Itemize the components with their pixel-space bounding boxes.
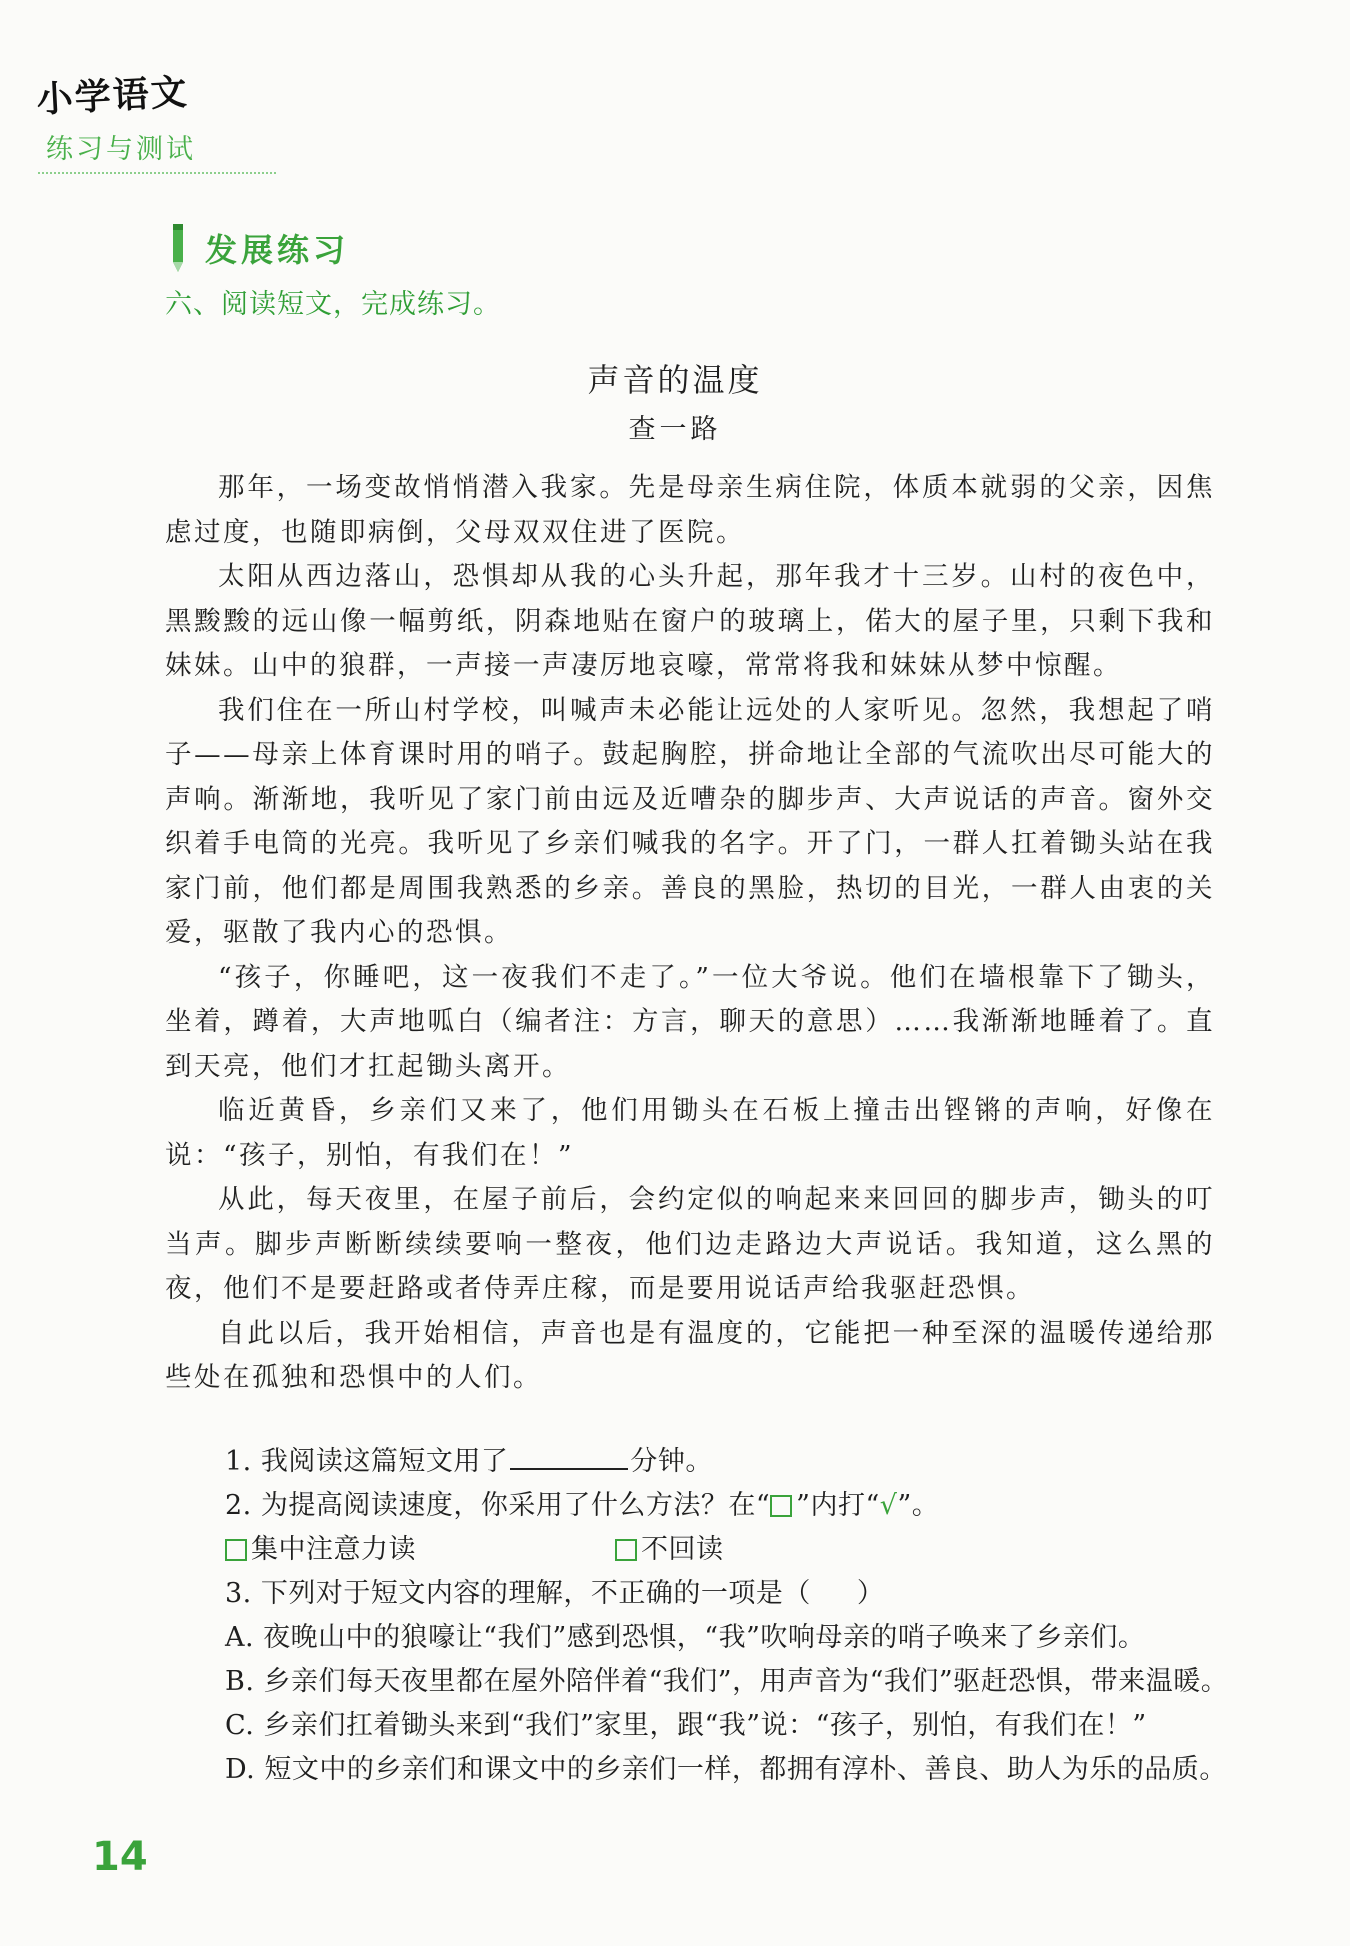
section-title: 发展练习: [205, 231, 350, 269]
option-label: 不回读: [641, 1534, 724, 1565]
question-2-text: 2. 为提高阅读速度，你采用了什么方法？在“: [225, 1490, 771, 1521]
question-3: [225, 1572, 1245, 1616]
option-no-reread: [615, 1528, 1005, 1572]
choice-b: B. 乡亲们每天夜里都在屋外陪伴着“我们”，用声音为“我们”驱赶恐惧，带来温暖。: [225, 1666, 1229, 1697]
option-label: 集中注意力读: [251, 1534, 416, 1565]
paragraph: 临近黄昏，乡亲们又来了，他们用锄头在石板上撞击出铿锵的声响，好像在说：“孩子，别怕，有我们在！”: [165, 1095, 1215, 1171]
article-title: 声音的温度: [587, 361, 763, 399]
questions: [225, 1440, 1245, 1792]
checkmark-icon: √: [879, 1490, 898, 1521]
answer-blank[interactable]: [510, 1442, 628, 1470]
paragraph: “孩子，你睡吧，这一夜我们不走了。”一位大爷说。他们在墙根靠下了锄头，坐着，蹲着，大声地呱白（编者注：方言，聊天的意思）……我渐渐地睡着了。直到天亮，他们才扛起锄头离开。: [165, 961, 1215, 1082]
section-heading: [165, 222, 349, 274]
page-number: 14: [92, 1834, 148, 1880]
question-3-text: 3. 下列对于短文内容的理解，不正确的一项是（: [225, 1578, 811, 1609]
article-author: 查一路: [628, 414, 722, 445]
question-1: [225, 1440, 1245, 1484]
checkbox[interactable]: [225, 1539, 247, 1561]
choice-a: A. 夜晚山中的狼嚎让“我们”感到恐惧，“我”吹响母亲的哨子唤来了乡亲们。: [225, 1622, 1146, 1653]
question-2: [225, 1484, 1245, 1528]
paragraph: 从此，每天夜里，在屋子前后，会约定似的响起来来回回的脚步声，锄头的叮当声。脚步声断断续续要响一整夜，他们边走路边大声说话。我知道，这么黑的夜，他们不是要赶路或者侍弄庄稼，而是要用说话声给我驱赶恐惧。: [165, 1184, 1215, 1304]
question-1-suffix: 分钟。: [630, 1446, 713, 1477]
paragraph: 太阳从西边落山，恐惧却从我的心头升起，那年我才十三岁。山村的夜色中，黑黢黢的远山像一幅剪纸，阴森地贴在窗户的玻璃上，偌大的屋子里，只剩下我和妹妹。山中的狼群，一声接一声凄厉地哀嚎，常常将我和妹妹从梦中惊醒。: [165, 561, 1215, 681]
book-header: [35, 72, 276, 174]
checkbox[interactable]: [615, 1539, 637, 1561]
paragraph: 那年，一场变故悄悄潜入我家。先是母亲生病住院，体质本就弱的父亲，因焦虑过度，也随即病倒，父母双双住进了医院。: [165, 472, 1215, 548]
paragraph: 我们住在一所山村学校，叫喊声未必能让远处的人家听见。忽然，我想起了哨子——母亲上体育课时用的哨子。鼓起胸腔，拼命地让全部的气流吹出尽可能大的声响。渐渐地，我听见了家门前由远及近嘈杂的脚步声、大声说话的声音。窗外交织着手电筒的光亮。我听见了乡亲们喊我的名字。开了门，一群人扛着锄头站在我家门前，他们都是周围我熟悉的乡亲。善良的黑脸，热切的目光，一群人由衷的关爱，驱散了我内心的恐惧。: [165, 694, 1215, 948]
paragraph: 自此以后，我开始相信，声音也是有温度的，它能把一种至深的温暖传递给那些处在孤独和恐惧中的人们。: [165, 1317, 1215, 1393]
checkbox-sample: [770, 1495, 792, 1517]
question-2-middle: ”内打“: [796, 1490, 880, 1521]
instruction: 六、阅读短文，完成练习。: [165, 289, 501, 320]
pencil-icon: [165, 222, 191, 274]
question-2-suffix: ”。: [897, 1490, 940, 1521]
choice-d: D. 短文中的乡亲们和课文中的乡亲们一样，都拥有淳朴、善良、助人为乐的品质。: [225, 1754, 1227, 1785]
book-title: 练习与测试: [38, 127, 276, 174]
choice-c: C. 乡亲们扛着锄头来到“我们”家里，跟“我”说：“孩子，别怕，有我们在！”: [225, 1710, 1147, 1741]
article-body: [165, 466, 1215, 1401]
question-2-options: [225, 1528, 1245, 1572]
question-3-suffix: ）: [856, 1578, 885, 1609]
series-title: 小学语文: [35, 72, 190, 122]
question-1-text: 1. 我阅读这篇短文用了: [225, 1446, 509, 1477]
option-focus: [225, 1528, 615, 1572]
